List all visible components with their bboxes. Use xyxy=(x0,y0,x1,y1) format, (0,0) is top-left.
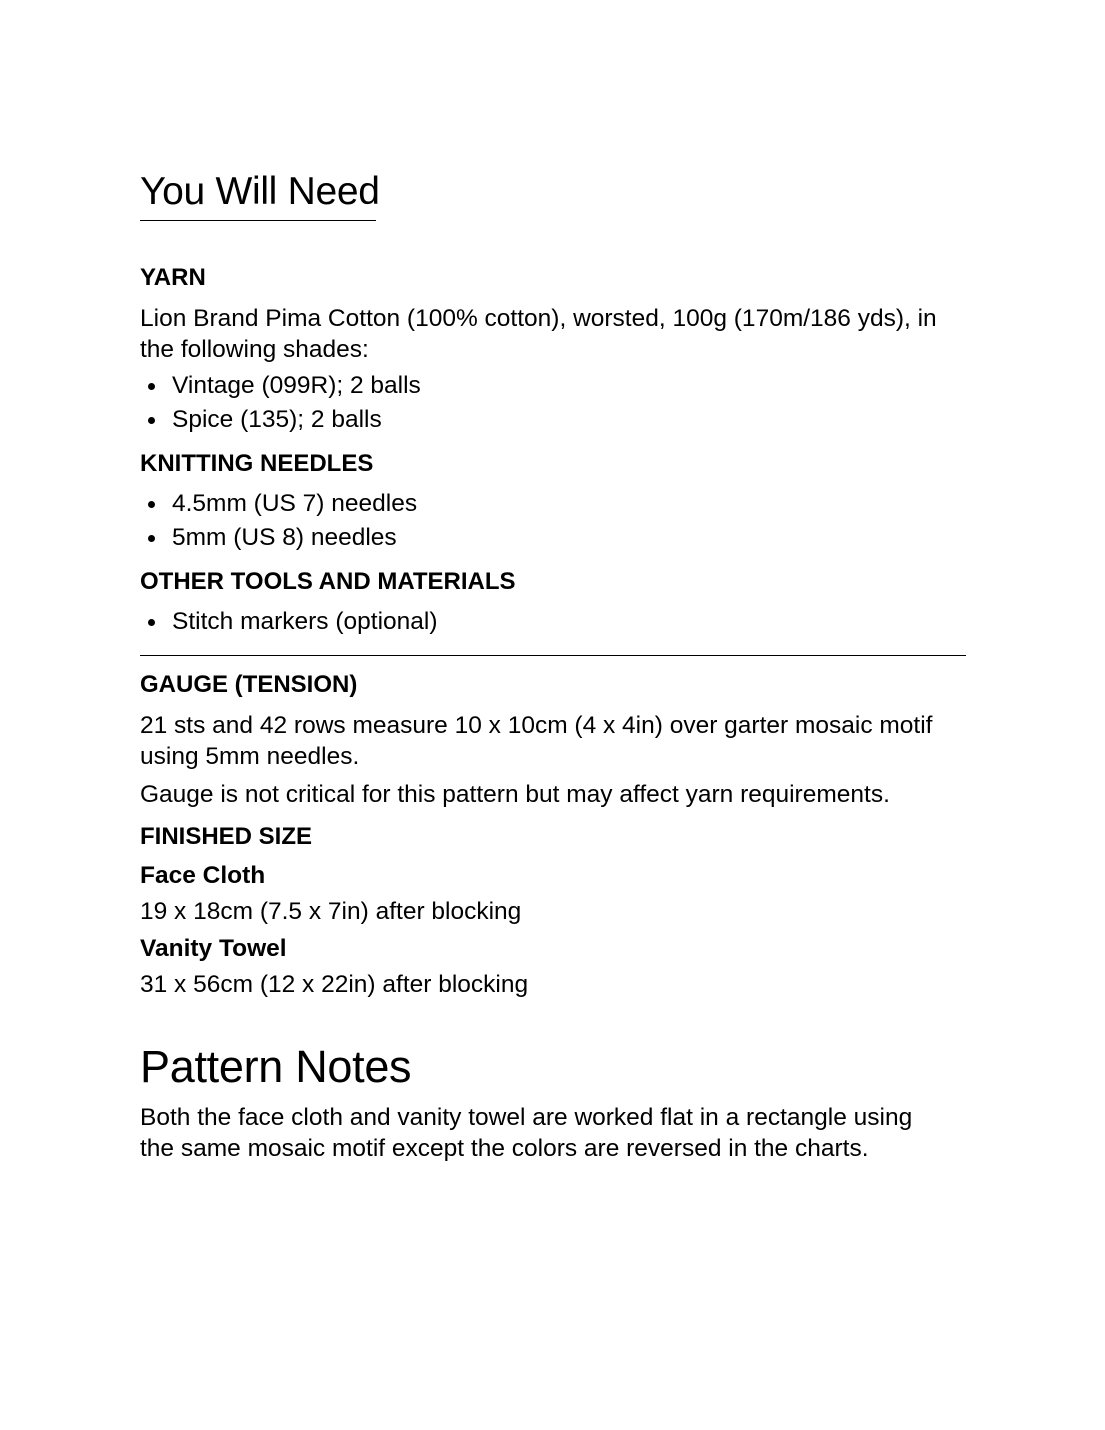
vanity-towel-label: Vanity Towel xyxy=(140,935,287,962)
face-cloth-size: 19 x 18cm (7.5 x 7in) after blocking xyxy=(140,898,522,925)
yarn-description: Lion Brand Pima Cotton (100% cotton), worsted, 100g (170m/186 yds), in the following shades: xyxy=(140,305,937,363)
bullet-icon xyxy=(148,535,155,542)
pattern-notes-text: Both the face cloth and vanity towel are worked flat in a rectangle using the same mosaic motif except the colors are reversed in the charts. xyxy=(140,1104,913,1162)
other-tools-heading: OTHER TOOLS AND MATERIALS xyxy=(140,568,516,595)
section-title-you-will-need: You Will Need xyxy=(140,170,380,213)
finished-size-heading: FINISHED SIZE xyxy=(140,823,313,850)
other-tools-list xyxy=(140,605,970,639)
gauge-heading: GAUGE (TENSION) xyxy=(140,671,358,698)
list-item: 4.5mm (US 7) needles xyxy=(140,487,970,521)
bullet-icon xyxy=(148,417,155,424)
title-underline xyxy=(140,220,376,221)
bullet-icon xyxy=(148,501,155,508)
section-title-pattern-notes: Pattern Notes xyxy=(140,1041,412,1092)
gauge-text: 21 sts and 42 rows measure 10 x 10cm (4 x 4in) over garter mosaic motif using 5mm needles. xyxy=(140,712,933,770)
list-item: Spice (135); 2 balls xyxy=(140,403,970,437)
vanity-towel-size: 31 x 56cm (12 x 22in) after blocking xyxy=(140,971,529,998)
needles-list xyxy=(140,487,970,555)
yarn-list xyxy=(140,369,970,437)
bullet-icon xyxy=(148,619,155,626)
list-item: Stitch markers (optional) xyxy=(140,605,970,639)
list-item: 5mm (US 8) needles xyxy=(140,521,970,555)
gauge-note: Gauge is not critical for this pattern but may affect yarn requirements. xyxy=(140,781,890,808)
face-cloth-label: Face Cloth xyxy=(140,862,266,889)
needles-heading: KNITTING NEEDLES xyxy=(140,450,374,477)
list-item: Vintage (099R); 2 balls xyxy=(140,369,970,403)
yarn-heading: YARN xyxy=(140,264,206,291)
section-divider xyxy=(140,655,966,656)
document-page xyxy=(140,168,970,1164)
bullet-icon xyxy=(148,383,155,390)
